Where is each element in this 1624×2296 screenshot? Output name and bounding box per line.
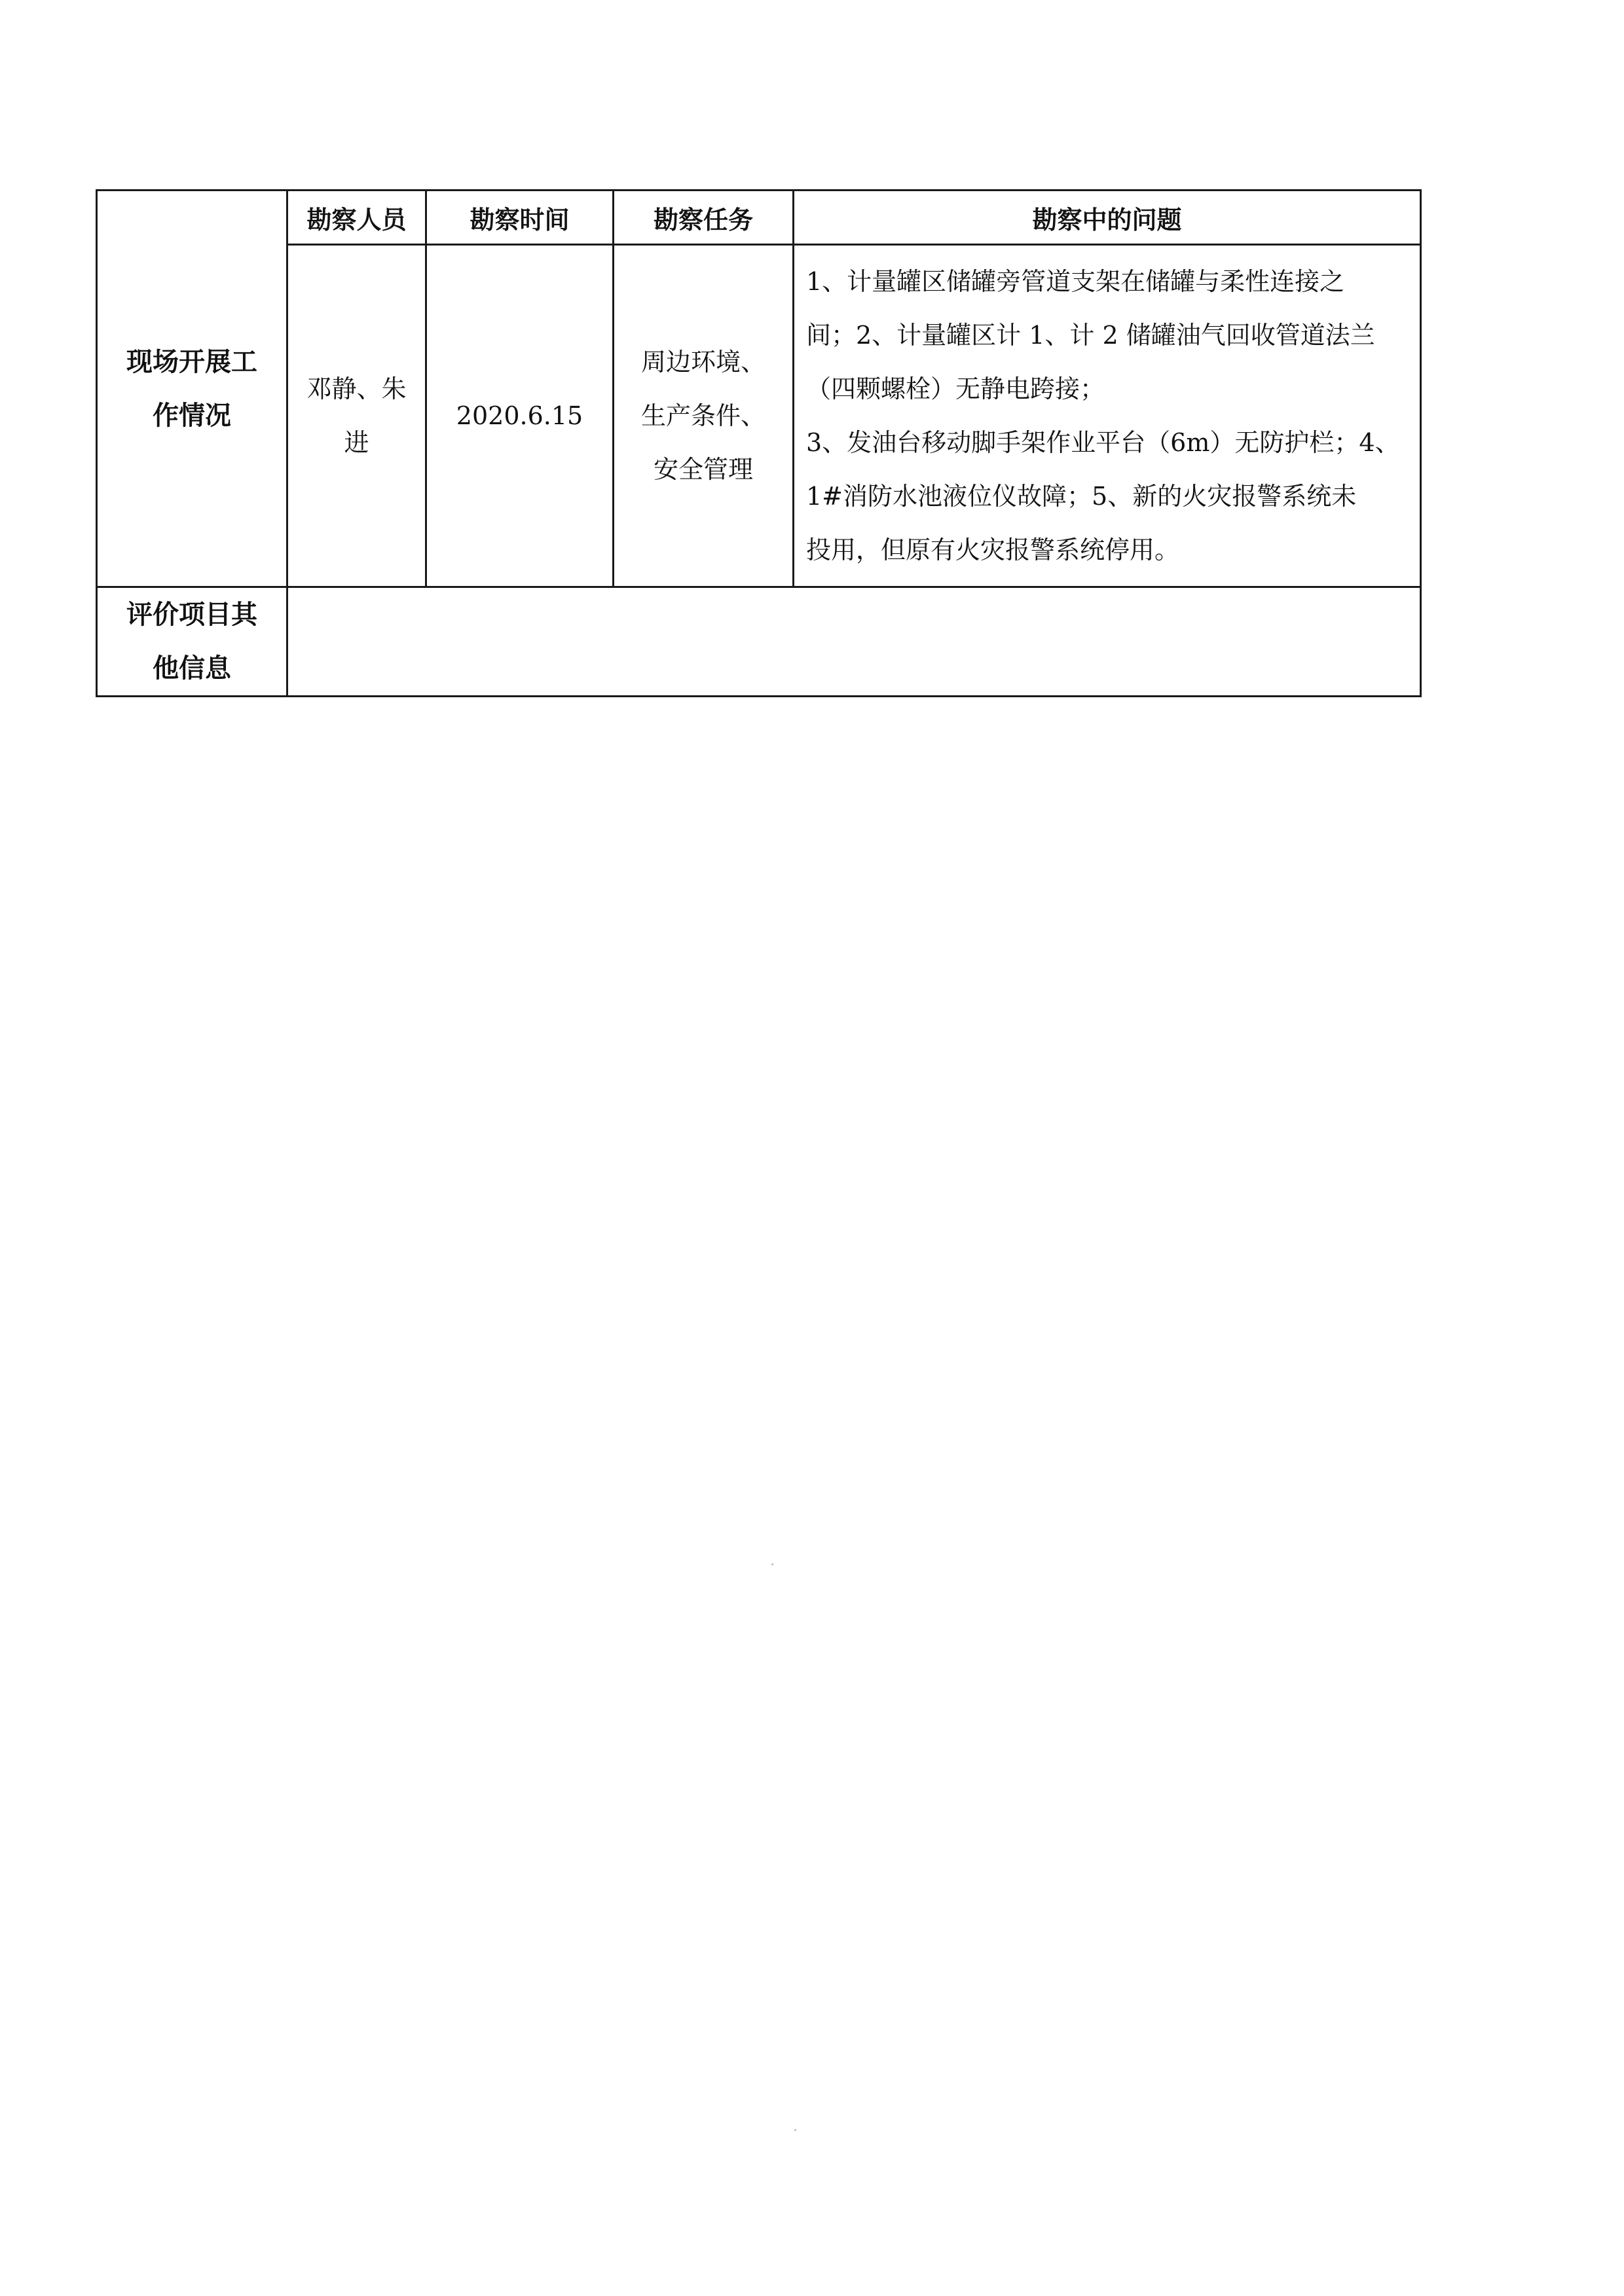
other-info-value [287, 587, 1421, 697]
section-label-line: 作情况 [153, 400, 231, 431]
survey-date: 2020.6.15 [426, 245, 614, 587]
personnel-cell [287, 245, 426, 587]
personnel-line: 邓静、朱 [306, 374, 407, 403]
header-task: 勘察任务 [614, 191, 794, 245]
problem-line: （四颗螺栓）无静电跨接； [806, 374, 1105, 403]
problem-line: 1#消防水池液位仪故障；5、新的火灾报警系统未 [806, 482, 1357, 511]
other-info-row [97, 587, 1421, 697]
header-row [97, 191, 1421, 245]
survey-row [97, 245, 1421, 587]
task-line: 生产条件、 [640, 401, 766, 430]
problems-cell [794, 245, 1421, 587]
scan-speck [771, 1563, 773, 1565]
header-time: 勘察时间 [426, 191, 614, 245]
problem-line: 间；2、计量罐区计 1、计 2 储罐油气回收管道法兰 [806, 321, 1375, 350]
problem-line: 1、计量罐区储罐旁管道支架在储罐与柔性连接之 [806, 267, 1345, 296]
task-cell [614, 245, 794, 587]
other-label-line: 评价项目其 [126, 600, 257, 630]
other-label-line: 他信息 [153, 653, 231, 683]
header-personnel: 勘察人员 [287, 191, 426, 245]
problem-line: 3、发油台移动脚手架作业平台（6m）无防护栏；4、 [806, 428, 1400, 457]
other-info-label [97, 587, 287, 697]
task-line: 周边环境、 [640, 348, 766, 376]
section-label-field-work [97, 191, 287, 587]
scan-speck [794, 2129, 796, 2131]
survey-table [96, 189, 1422, 697]
section-label-line: 现场开展工 [126, 346, 257, 377]
personnel-line: 进 [344, 428, 369, 457]
problem-line: 投用，但原有火灾报警系统停用。 [806, 536, 1180, 564]
task-line: 安全管理 [653, 455, 753, 484]
header-problems: 勘察中的问题 [794, 191, 1421, 245]
